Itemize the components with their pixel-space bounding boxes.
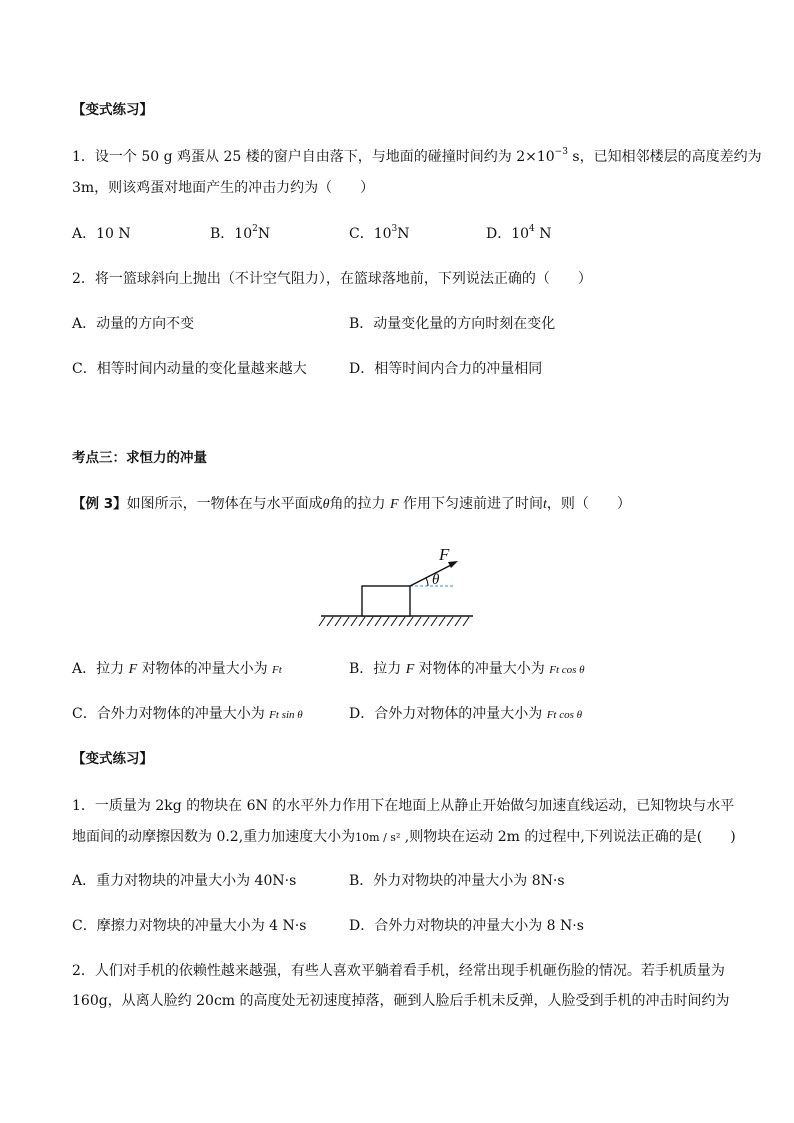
q1-option-c: C．$10^3N$ bbox=[349, 224, 410, 242]
force-label: F bbox=[439, 545, 450, 564]
question-1-line-2: 3m，则该鸡蛋对地面产生的冲击力约为（ ） bbox=[72, 180, 375, 196]
practice-1-option-d: D．合外力对物块的冲量大小为 8 N·s bbox=[349, 918, 584, 934]
angle-label: θ bbox=[432, 572, 440, 588]
section-heading-variant-practice: 【变式练习】 bbox=[72, 102, 153, 118]
example-3-option-b: B．拉力 F 对物体的冲量大小为 Ft cos θ bbox=[349, 661, 585, 677]
example-3-stem: 【例 3】如图所示，一物体在与水平面成θ角的拉力 F 作用下匀速前进了时间t，则（ ） bbox=[72, 496, 631, 512]
practice-2-line-1: 2．人们对手机的依赖性越来越强，有些人喜欢平躺着看手机，经常出现手机砸伤脸的情况。若手机质量为 bbox=[72, 963, 725, 979]
force-arrow-head bbox=[448, 561, 458, 568]
question-2-stem: 2．将一篮球斜向上抛出（不计空气阻力），在篮球落地前，下列说法正确的（ ） bbox=[72, 271, 592, 287]
q2-option-c: C．相等时间内动量的变化量越来越大 bbox=[72, 361, 307, 377]
q2-option-a: A．动量的方向不变 bbox=[72, 316, 195, 332]
block bbox=[362, 586, 410, 616]
practice-1-line-2: 地面间的动摩擦因数为 0.2,重力加速度大小为10m / s² ,则物块在运动 2m 的过程中,下列说法正确的是( ) bbox=[72, 829, 736, 845]
practice-2-line-2: 160g，从离人脸约 20cm 的高度处无初速度掉落，砸到人脸后手机未反弹，人脸受到手机的冲击时间约为 bbox=[72, 993, 730, 1009]
q1-option-a: A．10 N bbox=[72, 226, 131, 242]
q1-option-b: B．$10^2N$ bbox=[210, 224, 271, 242]
ground-hatching bbox=[319, 617, 469, 626]
example-3-option-a: A．拉力 F 对物体的冲量大小为 Ft bbox=[72, 661, 282, 677]
practice-1-option-a: A．重力对物块的冲量大小为 40N·s bbox=[72, 873, 297, 889]
practice-1-option-b: B．外力对物块的冲量大小为 8N·s bbox=[349, 873, 565, 889]
question-1-line-1: 1．设一个 50 g 鸡蛋从 25 楼的窗户自由落下，与地面的碰撞时间约为 $2\times 10^{-3}$ s，已知相邻楼层的高度差约为 bbox=[72, 147, 762, 165]
block-force-diagram bbox=[315, 540, 480, 632]
q1-option-d: D．$10^4$ N bbox=[486, 224, 552, 242]
example-3-option-d: D．合外力对物体的冲量大小为 Ft cos θ bbox=[349, 706, 583, 722]
section-heading-key-point-3: 考点三：求恒力的冲量 bbox=[72, 450, 207, 466]
q2-option-b: B．动量变化量的方向时刻在变化 bbox=[349, 316, 556, 332]
q2-option-d: D．相等时间内合力的冲量相同 bbox=[349, 361, 543, 377]
section-heading-variant-practice-2: 【变式练习】 bbox=[72, 751, 153, 767]
practice-1-option-c: C．摩擦力对物块的冲量大小为 4 N·s bbox=[72, 918, 307, 934]
practice-1-line-1: 1．一质量为 2kg 的物块在 6N 的水平外力作用下在地面上从静止开始做匀加速直线运动，已知物块与水平 bbox=[72, 798, 735, 814]
example-3-option-c: C．合外力对物体的冲量大小为 Ft sin θ bbox=[72, 706, 303, 722]
angle-arc bbox=[426, 578, 428, 586]
